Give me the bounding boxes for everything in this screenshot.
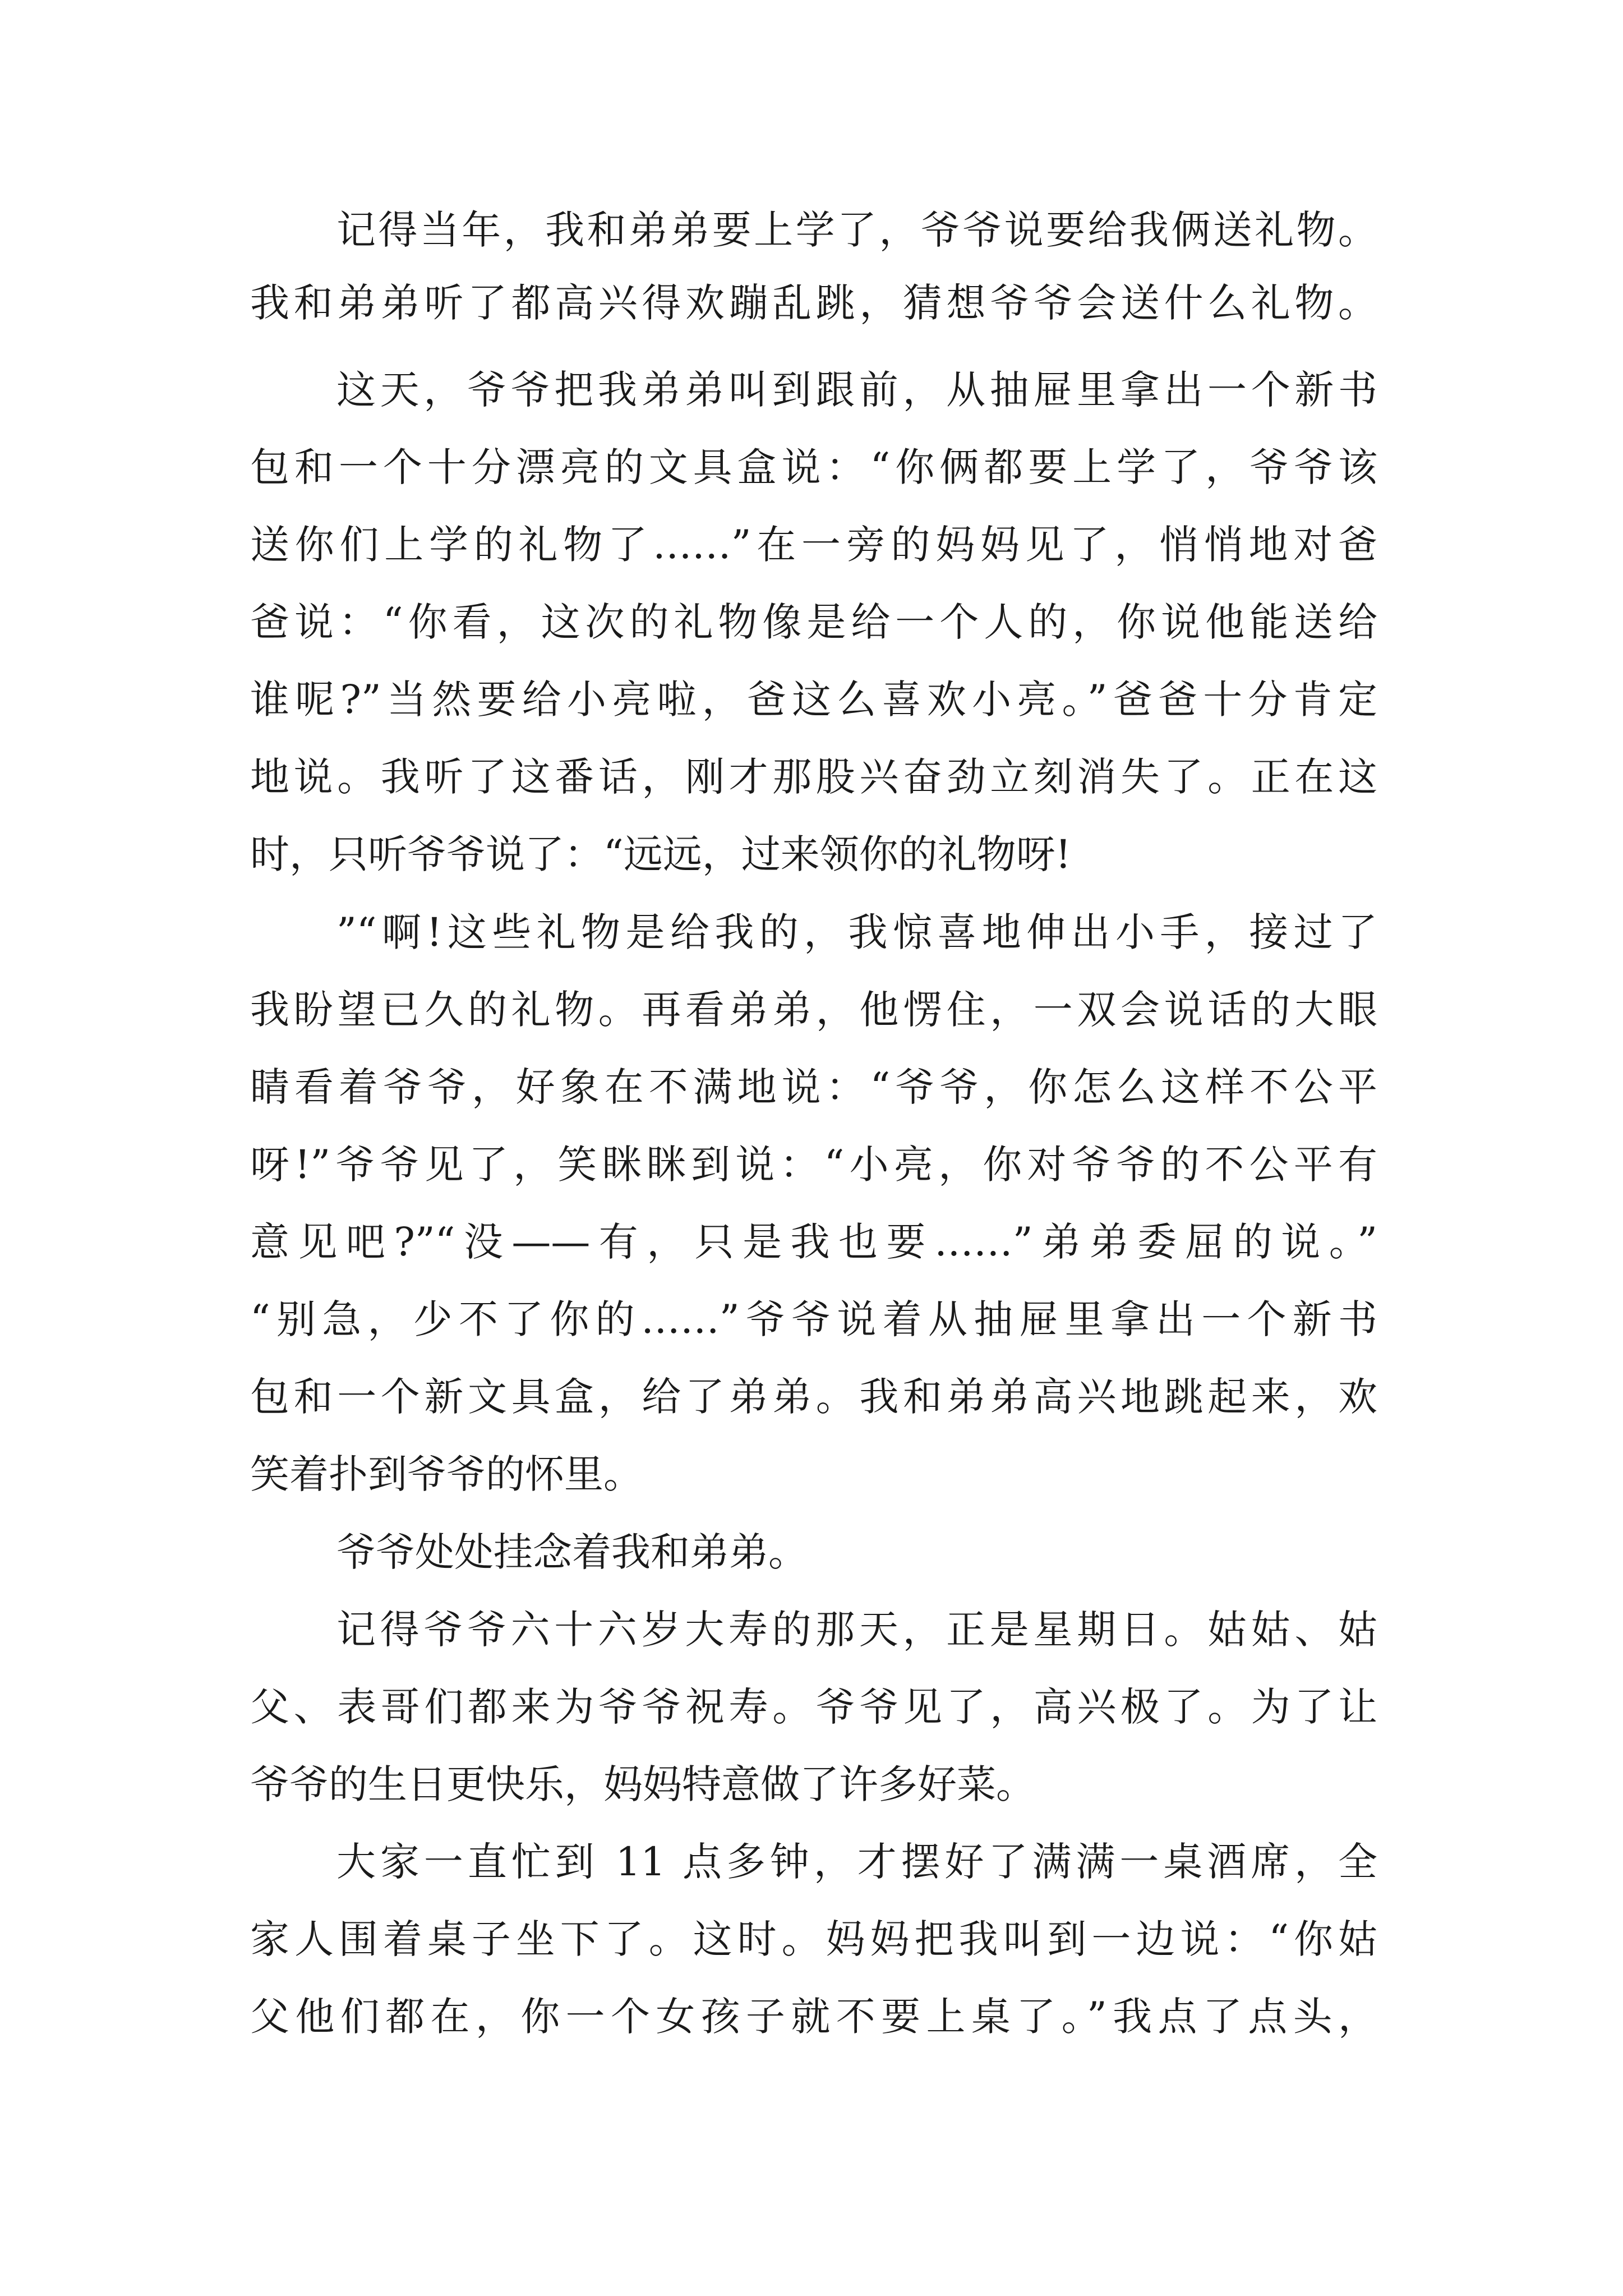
text-line: 包和一个新文具盒，给了弟弟。我和弟弟高兴地跳起来，欢 <box>250 1374 1377 1420</box>
text-line: 爸说：“你看，这次的礼物像是给一个人的，你说他能送给 <box>250 599 1377 645</box>
text-line: 呀!”爷爷见了，笑眯眯到说：“小亮，你对爷爷的不公平有 <box>250 1142 1377 1188</box>
text-line: 笑着扑到爷爷的怀里。 <box>250 1451 643 1497</box>
text-line: 我盼望已久的礼物。再看弟弟，他愣住，一双会说话的大眼 <box>250 987 1377 1033</box>
text-line: 时，只听爷爷说了：“远远，过来领你的礼物呀! <box>250 831 1071 877</box>
text-line: 地说。我听了这番话，刚才那股兴奋劲立刻消失了。正在这 <box>250 754 1377 800</box>
text-line: 我和弟弟听了都高兴得欢蹦乱跳，猜想爷爷会送什么礼物。 <box>250 280 1377 326</box>
text-line: 送你们上学的礼物了……”在一旁的妈妈见了，悄悄地对爸 <box>250 522 1377 568</box>
text-line: 爷爷的生日更快乐，妈妈特意做了许多好菜。 <box>250 1761 1035 1807</box>
text-line: 爷爷处处挂念着我和弟弟。 <box>336 1529 808 1575</box>
text-line: 父他们都在，你一个女孩子就不要上桌了。”我点了点头， <box>250 1994 1377 2040</box>
text-line: 记得爷爷六十六岁大寿的那天，正是星期日。姑姑、姑 <box>336 1607 1377 1653</box>
text-line: 包和一个十分漂亮的文具盒说：“你俩都要上学了，爷爷该 <box>250 444 1377 490</box>
text-line: 家人围着桌子坐下了。这时。妈妈把我叫到一边说：“你姑 <box>250 1916 1377 1962</box>
text-line: 父、表哥们都来为爷爷祝寿。爷爷见了，高兴极了。为了让 <box>250 1684 1377 1730</box>
text-line: 记得当年，我和弟弟要上学了，爷爷说要给我俩送礼物。 <box>336 207 1377 253</box>
text-line: 大家一直忙到 11 点多钟，才摆好了满满一桌酒席，全 <box>336 1839 1377 1885</box>
text-line: 这天，爷爷把我弟弟叫到跟前，从抽屉里拿出一个新书 <box>336 367 1377 413</box>
text-line: 意见吧?”“没——有，只是我也要……”弟弟委屈的说。” <box>250 1219 1377 1265</box>
text-line: 谁呢?”当然要给小亮啦，爸这么喜欢小亮。”爸爸十分肯定 <box>250 677 1377 723</box>
text-line: ”“啊!这些礼物是给我的，我惊喜地伸出小手，接过了 <box>336 909 1377 955</box>
text-line: 睛看着爷爷，好象在不满地说：“爷爷，你怎么这样不公平 <box>250 1064 1377 1110</box>
text-line: “别急，少不了你的……”爷爷说着从抽屉里拿出一个新书 <box>250 1296 1377 1342</box>
